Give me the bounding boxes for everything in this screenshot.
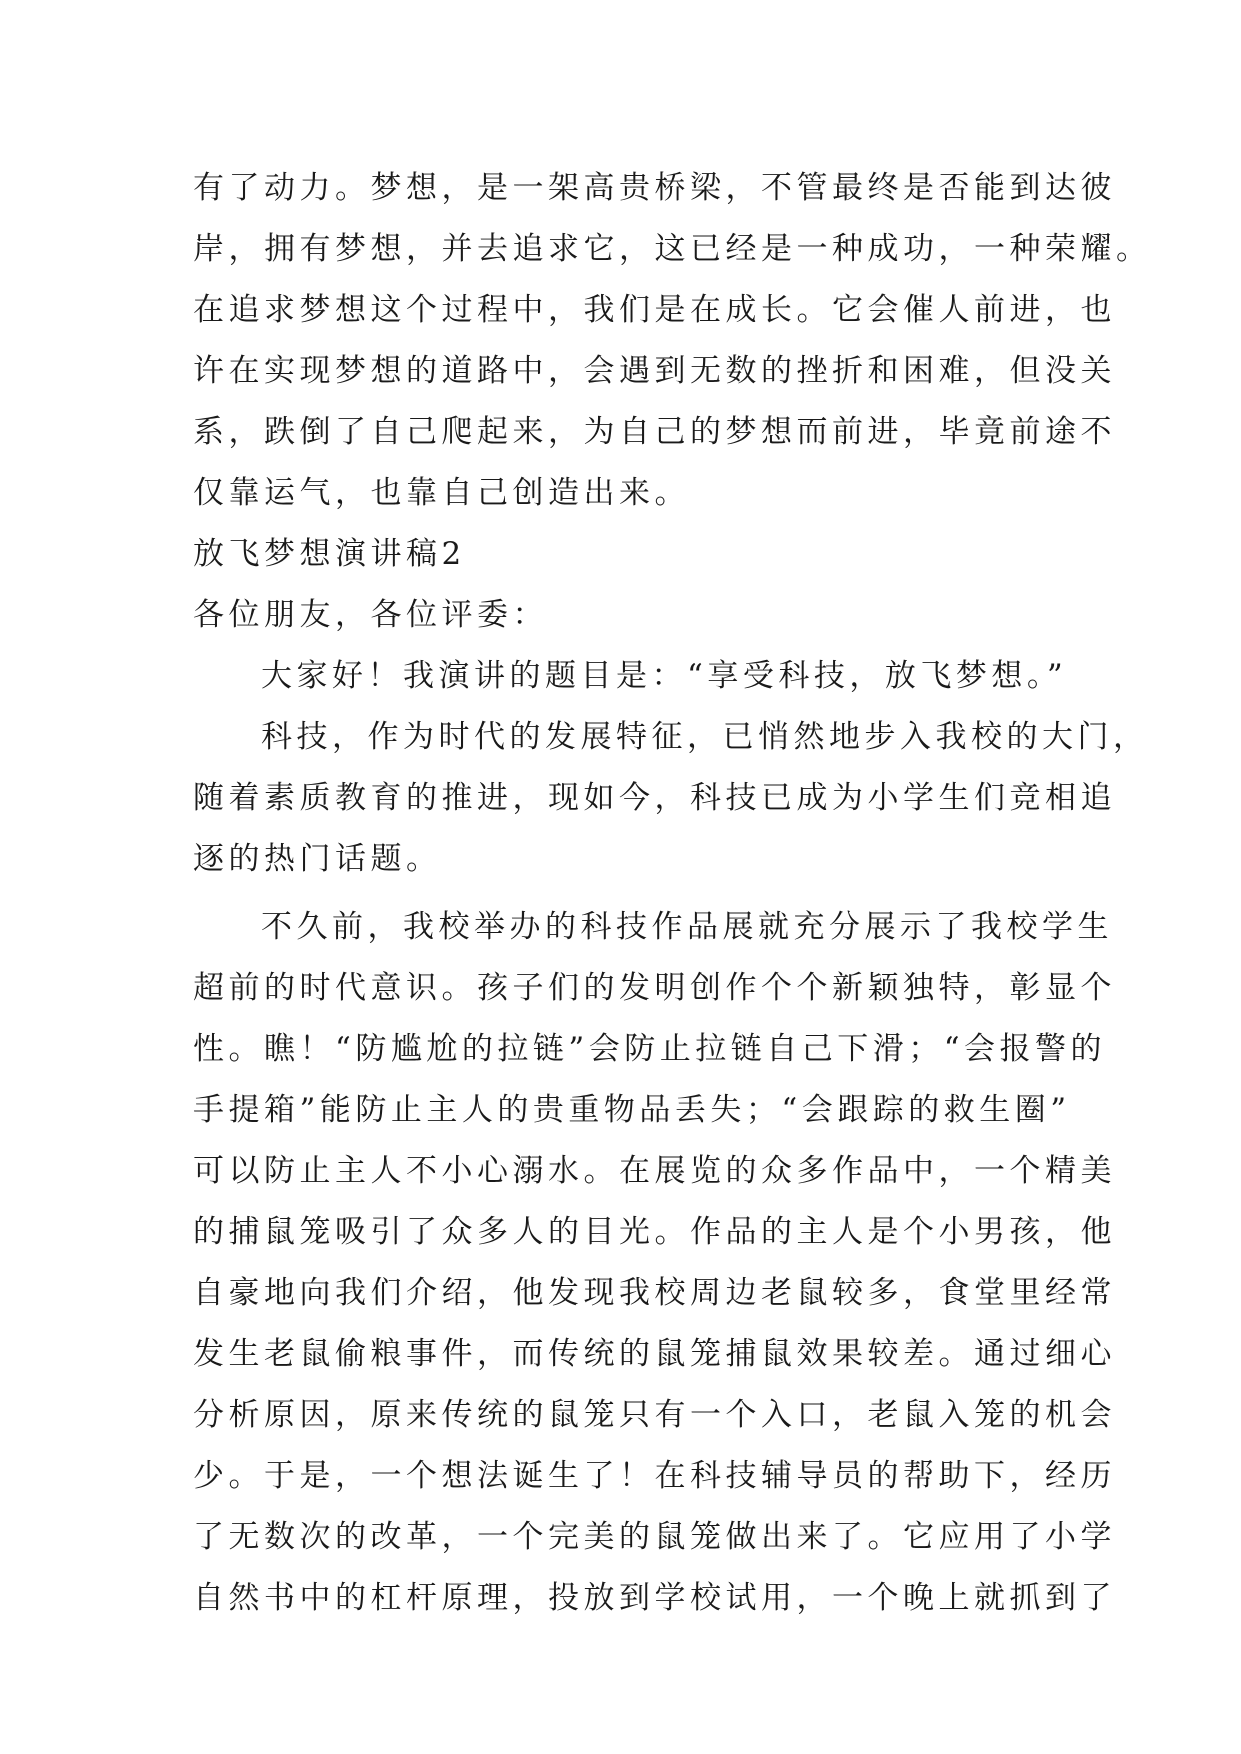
section-title: 放飞梦想演讲稿2 xyxy=(193,536,466,572)
text-line: 的捕鼠笼吸引了众多人的目光。作品的主人是个小男孩，他 xyxy=(193,1214,1116,1250)
text-line: 分析原因，原来传统的鼠笼只有一个入口，老鼠入笼的机会 xyxy=(193,1397,1116,1433)
text-line: 超前的时代意识。孩子们的发明创作个个新颖独特，彰显个 xyxy=(193,970,1116,1006)
text-line: 逐的热门话题。 xyxy=(193,841,442,877)
text-line: 随着素质教育的推进，现如今，科技已成为小学生们竞相追 xyxy=(193,780,1116,816)
text-line: 手提箱”能防止主人的贵重物品丢失；“会跟踪的救生圈” xyxy=(193,1092,1071,1128)
text-line: 发生老鼠偷粮事件，而传统的鼠笼捕鼠效果较差。通过细心 xyxy=(193,1336,1116,1372)
document-body xyxy=(193,158,1152,1629)
text-line: 许在实现梦想的道路中，会遇到无数的挫折和困难，但没关 xyxy=(193,353,1116,389)
paragraph-start: 科技，作为时代的发展特征，已悄然地步入我校的大门， xyxy=(261,719,1149,755)
text-line: 性。瞧！“防尴尬的拉链”会防止拉链自己下滑；“会报警的 xyxy=(193,1031,1107,1067)
text-line: 在追求梦想这个过程中，我们是在成长。它会催人前进，也 xyxy=(193,292,1116,328)
text-line: 自然书中的杠杆原理，投放到学校试用，一个晚上就抓到了 xyxy=(193,1580,1116,1616)
salutation: 各位朋友，各位评委： xyxy=(193,597,548,633)
text-line: 少。于是，一个想法诞生了！在科技辅导员的帮助下，经历 xyxy=(193,1458,1116,1494)
text-line: 系，跌倒了自己爬起来，为自己的梦想而前进，毕竟前途不 xyxy=(193,414,1116,450)
text-line: 仅靠运气，也靠自己创造出来。 xyxy=(193,475,690,511)
paragraph-start: 大家好！我演讲的题目是：“享受科技，放飞梦想。” xyxy=(261,658,1068,694)
text-line: 有了动力。梦想，是一架高贵桥梁，不管最终是否能到达彼 xyxy=(193,170,1116,206)
paragraph-start: 不久前，我校举办的科技作品展就充分展示了我校学生 xyxy=(261,909,1113,945)
text-line: 了无数次的改革，一个完美的鼠笼做出来了。它应用了小学 xyxy=(193,1519,1116,1555)
text-line: 自豪地向我们介绍，他发现我校周边老鼠较多，食堂里经常 xyxy=(193,1275,1116,1311)
text-line: 可以防止主人不小心溺水。在展览的众多作品中，一个精美 xyxy=(193,1153,1116,1189)
text-line: 岸，拥有梦想，并去追求它，这已经是一种成功，一种荣耀。 xyxy=(193,231,1152,267)
